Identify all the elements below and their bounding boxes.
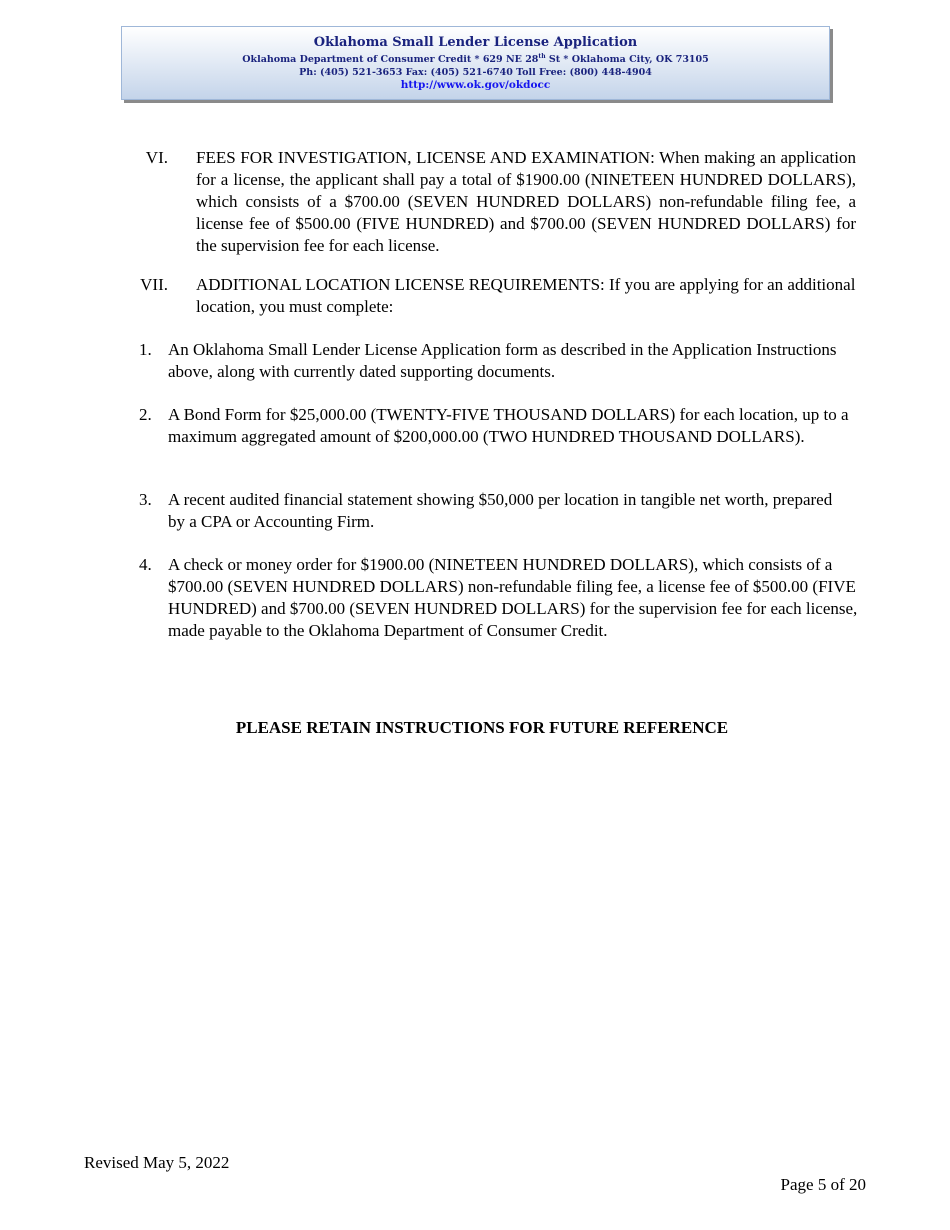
letterhead	[121, 26, 830, 100]
section-number: VII.	[140, 275, 168, 294]
list-item: A recent audited financial statement showing $50,000 per location in tangible net worth, prepared by a CPA or Accounting Firm.	[168, 490, 833, 531]
header-url-link[interactable]: http://www.ok.gov/okdocc	[400, 79, 551, 92]
page-number: Page 5 of 20	[780, 1175, 866, 1194]
revised-date: Revised May 5, 2022	[84, 1153, 230, 1172]
item-number: 4.	[139, 555, 152, 574]
item-number: 3.	[139, 490, 152, 509]
list-item: A check or money order for $1900.00 (NINETEEN HUNDRED DOLLARS), which consists of a $700.00 (SEVEN HUNDRED DOLLARS) non-refundable filing fee, a license fee of $500.00 (FIVE HUNDRED) and $700.00 (SEVEN HUNDRED DOLLARS) for the supervision fee for each license, made payable to the Oklahoma Department of Consumer Credit.	[168, 555, 858, 640]
retain-notice: PLEASE RETAIN INSTRUCTIONS FOR FUTURE REFERENCE	[235, 718, 729, 737]
address-sup: th	[538, 53, 546, 60]
header-address	[122, 50, 829, 66]
section-text: FEES FOR INVESTIGATION, LICENSE AND EXAMINATION: When making an application for a license, the applicant shall pay a total of $1900.00 (NINETEEN HUNDRED DOLLARS), which consists of a $700.00 (SEVEN HUNDRED DOLLARS) non-refundable filing fee, a license fee of $500.00 (FIVE HUNDRED) and $700.00 (SEVEN HUNDRED DOLLARS) for the supervision fee for each license.	[196, 148, 856, 255]
address-text: Oklahoma Department of Consumer Credit * 629 NE 28	[242, 54, 539, 66]
address-text-end: St * Oklahoma City, OK 73105	[545, 54, 709, 66]
item-number: 1.	[139, 340, 152, 359]
list-item: An Oklahoma Small Lender License Application form as described in the Application Instructions above, along with currently dated supporting documents.	[168, 340, 837, 381]
header-phones: Ph: (405) 521-3653 Fax: (405) 521-6740 Toll Free: (800) 448-4904	[299, 67, 652, 79]
header-title: Oklahoma Small Lender License Application	[313, 35, 638, 50]
item-number: 2.	[139, 405, 152, 424]
list-item: A Bond Form for $25,000.00 (TWENTY-FIVE THOUSAND DOLLARS) for each location, up to a maximum aggregated amount of $200,000.00 (TWO HUNDRED THOUSAND DOLLARS).	[168, 405, 849, 446]
section-text: ADDITIONAL LOCATION LICENSE REQUIREMENTS: If you are applying for an additional location, you must complete:	[196, 275, 856, 316]
section-number: VI.	[145, 148, 168, 167]
